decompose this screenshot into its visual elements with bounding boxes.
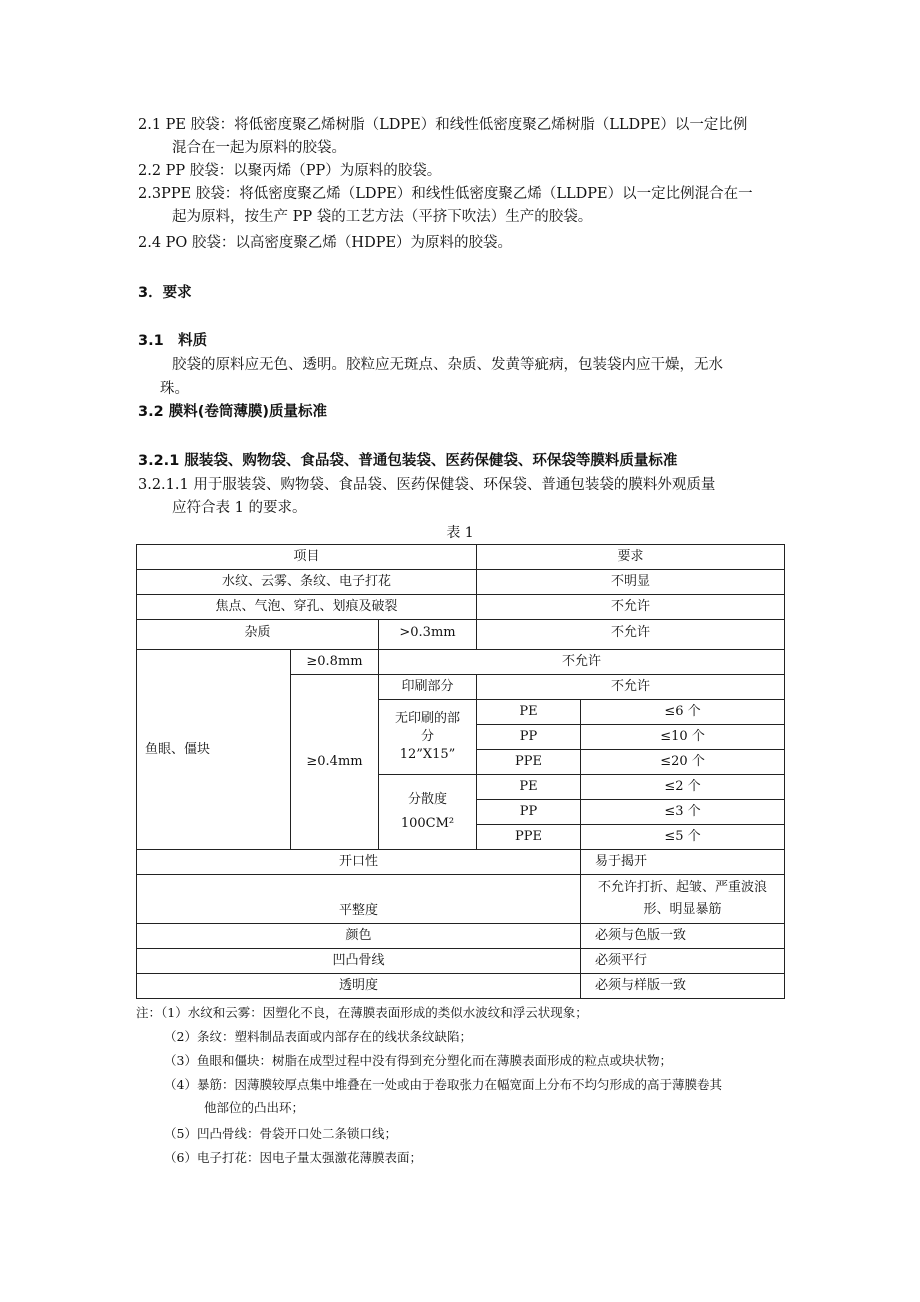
cell-fisheye-08: ≥0.8mm [291,650,379,675]
table-row [137,595,785,620]
cell-impurity: 杂质 [137,620,379,650]
section-3-1-body-line1: 胶袋的原料应无色、透明。胶粒应无斑点、杂质、发黄等疵病，包装袋内应干燥，无水 [172,357,723,373]
definition-2-2: 2.2 PP 胶袋：以聚丙烯（PP）为原料的胶袋。 [138,163,442,179]
cell-np-pe-req: ≤6 个 [581,700,785,725]
flatness-req-line1: 不允许打折、起皱、严重波浪 [598,880,768,895]
cell-fisheye-04: ≥0.4mm [291,675,379,850]
cell-np-pp-req: ≤10 个 [581,725,785,750]
dispersion-line1: 分散度 [408,792,448,807]
cell-print-part-req: 不允许 [477,675,785,700]
table-row [137,570,785,595]
dispersion-line2: 100CM² [400,816,455,831]
table-row [137,875,785,924]
note-3: （3）鱼眼和僵块：树脂在成型过程中没有得到充分塑化而在薄膜表面形成的粒点或块状物； [164,1053,672,1068]
cell-np-pp: PP [477,725,581,750]
note-6: （6）电子打花：因电子量太强激花薄膜表面； [164,1150,422,1165]
cell-ridge-req: 必须平行 [581,949,785,974]
definition-2-1-line1: 2.1 PE 胶袋：将低密度聚乙烯树脂（LDPE）和线性低密度聚乙烯树脂（LLDPE）以一定比例 [138,117,748,133]
cell-impurity-req: 不允许 [477,620,785,650]
definition-2-1-line2: 混合在一起为原料的胶袋。 [172,140,346,156]
cell-water-ripple-req: 不明显 [477,570,785,595]
table-caption: 表 1 [446,525,474,541]
cell-color-req: 必须与色版一致 [581,924,785,949]
section-3-2-heading: 3.2 膜料(卷筒薄膜)质量标准 [138,404,327,420]
cell-ds-pp: PP [477,800,581,825]
note-1: 注：（1）水纹和云雾：因塑化不良，在薄膜表面形成的类似水波纹和浮云状现象； [136,1005,588,1020]
table-row [137,620,785,650]
cell-impurity-size: >0.3mm [379,620,477,650]
cell-ds-pp-req: ≤3 个 [581,800,785,825]
cell-dispersion [379,775,477,850]
table-row [137,974,785,999]
cell-fisheye-08-req: 不允许 [379,650,785,675]
cell-ds-pe: PE [477,775,581,800]
definition-2-4: 2.4 PO 胶袋：以高密度聚乙烯（HDPE）为原料的胶袋。 [138,235,513,251]
no-print-line3: 12”X15” [399,747,456,762]
table-row [137,650,785,675]
cell-ridge: 凹凸骨线 [137,949,581,974]
note-4-line2: 他部位的凸出环； [204,1100,305,1115]
cell-opening: 开口性 [137,850,581,875]
header-requirement: 要求 [477,545,785,570]
section-3-1-body-line2: 珠。 [160,381,189,397]
cell-color: 颜色 [137,924,581,949]
cell-spots-req: 不允许 [477,595,785,620]
quality-table [136,544,785,999]
cell-ds-pe-req: ≤2 个 [581,775,785,800]
header-item: 项目 [137,545,477,570]
note-2: （2）条纹：塑料制品表面或内部存在的线状条纹缺陷； [164,1029,472,1044]
cell-opening-req: 易于揭开 [581,850,785,875]
cell-no-print [379,700,477,775]
table-row [137,545,785,570]
cell-water-ripple: 水纹、云雾、条纹、电子打花 [137,570,477,595]
table-row [137,949,785,974]
cell-fisheye: 鱼眼、僵块 [137,650,291,850]
cell-np-ppe-req: ≤20 个 [581,750,785,775]
cell-np-pe: PE [477,700,581,725]
section-3-heading: 3．要求 [138,285,192,301]
section-3-2-1-1-line1: 3.2.1.1 用于服装袋、购物袋、食品袋、医药保健袋、环保袋、普通包装袋的膜料外观质量 [138,477,716,493]
section-3-2-1-heading: 3.2.1 服装袋、购物袋、食品袋、普通包装袋、医药保健袋、环保袋等膜料质量标准 [138,453,678,469]
cell-transparency-req: 必须与样版一致 [581,974,785,999]
table-row [137,924,785,949]
cell-spots: 焦点、气泡、穿孔、划痕及破裂 [137,595,477,620]
cell-ds-ppe-req: ≤5 个 [581,825,785,850]
definition-2-3-line2: 起为原料，按生产 PP 袋的工艺方法（平挤下吹法）生产的胶袋。 [172,209,593,225]
flatness-req-line2: 形、明显暴筋 [643,902,722,917]
cell-flatness: 平整度 [137,875,581,924]
table-row [137,850,785,875]
cell-ds-ppe: PPE [477,825,581,850]
no-print-line1: 无印刷的部 [395,711,461,726]
cell-flatness-req [581,875,785,924]
cell-np-ppe: PPE [477,750,581,775]
section-3-2-1-1-line2: 应符合表 1 的要求。 [172,500,307,516]
cell-transparency: 透明度 [137,974,581,999]
note-5: （5）凹凸骨线：骨袋开口处二条锁口线； [164,1126,397,1141]
no-print-line2: 分 [421,729,435,744]
note-4-line1: （4）暴筋：因薄膜较厚点集中堆叠在一处或由于卷取张力在幅宽面上分布不均匀形成的高于薄膜卷其 [164,1077,722,1092]
cell-print-part: 印刷部分 [379,675,477,700]
section-3-1-heading: 3.1 料质 [138,333,208,349]
definition-2-3-line1: 2.3PPE 胶袋：将低密度聚乙烯（LDPE）和线性低密度聚乙烯（LLDPE）以一定比例混合在一 [138,186,753,202]
